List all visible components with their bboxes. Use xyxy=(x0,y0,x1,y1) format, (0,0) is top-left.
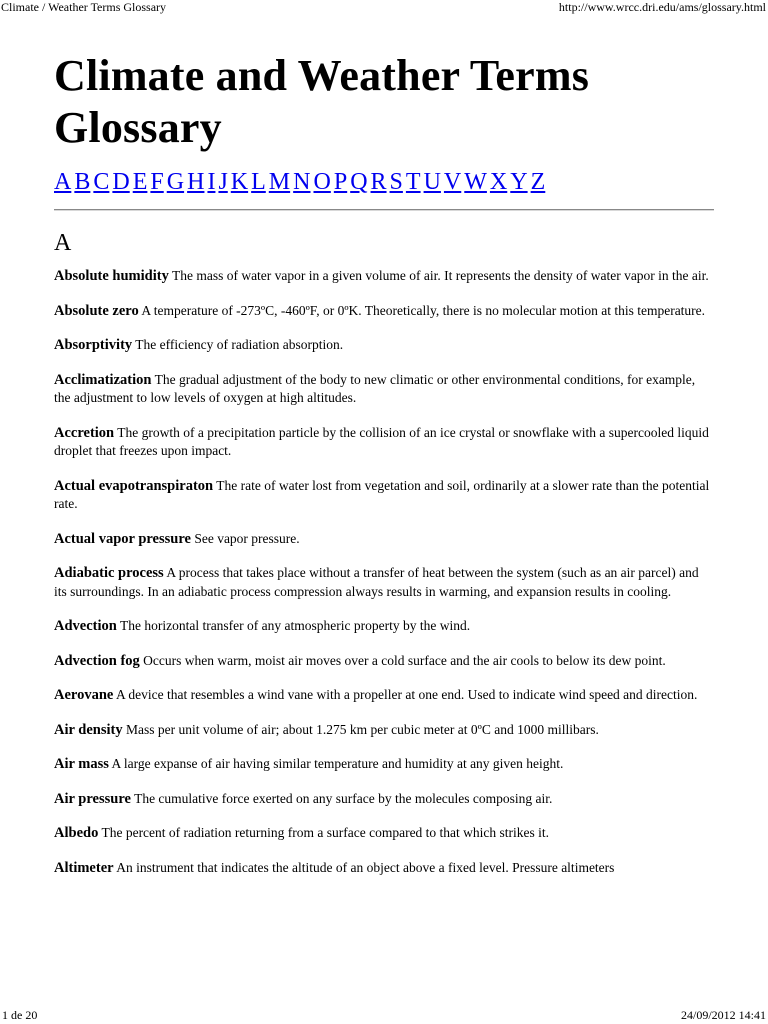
divider xyxy=(54,209,714,211)
glossary-term: Air pressure xyxy=(54,790,131,807)
glossary-entry xyxy=(54,530,714,549)
glossary-term: Advection xyxy=(54,618,117,634)
glossary-term: Adiabatic process xyxy=(54,565,164,581)
glossary-entry xyxy=(54,564,714,601)
alphabet-link-q[interactable]: Q xyxy=(350,169,368,195)
alphabet-link-g[interactable]: G xyxy=(166,169,185,195)
print-header-url: http://www.wrcc.dri.edu/ams/glossary.html xyxy=(558,0,766,14)
glossary-definition: Mass per unit volume of air; about 1.275 km per cubic meter at 0ºC and 1000 millibars. xyxy=(122,721,599,737)
glossary-definition: A process that takes place without a transfer of heat between the system (such as an air parcel) and its surroundings. In an adiabatic process compression always results in warming, and expansion results in cooling. xyxy=(54,565,699,599)
glossary-term: Acclimatization xyxy=(54,371,152,388)
print-footer xyxy=(0,1008,768,1024)
glossary-definition: The efficiency of radiation absorption. xyxy=(132,337,344,352)
glossary-term: Absolute zero xyxy=(54,302,139,319)
glossary-term: Actual evapotranspiraton xyxy=(54,477,214,494)
alphabet-link-a[interactable]: A xyxy=(54,169,72,195)
page-number: 1 de 20 xyxy=(2,1008,38,1022)
alphabet-link-c[interactable]: C xyxy=(93,169,110,195)
glossary-entry xyxy=(54,859,714,878)
print-header xyxy=(0,0,768,16)
glossary-entry xyxy=(54,790,714,809)
glossary-entry xyxy=(54,371,714,408)
glossary-definition: See vapor pressure. xyxy=(190,530,300,546)
glossary-entry xyxy=(54,652,714,671)
alphabet-link-f[interactable]: F xyxy=(150,169,164,195)
glossary-term: Absorptivity xyxy=(54,337,133,353)
glossary-definition: Occurs when warm, moist air moves over a cold surface and the air cools to below its dew point. xyxy=(139,652,666,668)
glossary-term: Advection fog xyxy=(54,652,140,669)
glossary-definition: A device that resembles a wind vane with a propeller at one end. Used to indicate wind speed and direction. xyxy=(113,687,698,702)
glossary-definition: The cumulative force exerted on any surface by the molecules composing air. xyxy=(130,790,553,806)
print-header-title: Climate / Weather Terms Glossary xyxy=(1,0,167,14)
alphabet-link-s[interactable]: S xyxy=(389,169,403,195)
glossary-term: Air mass xyxy=(54,756,109,772)
alphabet-link-e[interactable]: E xyxy=(132,169,148,195)
glossary-entry xyxy=(54,267,714,286)
alphabet-link-r[interactable]: R xyxy=(370,169,387,195)
glossary-term: Actual vapor pressure xyxy=(54,530,191,547)
print-datetime: 24/09/2012 14:41 xyxy=(680,1008,766,1022)
alphabet-link-u[interactable]: U xyxy=(423,169,441,195)
glossary-definition: A large expanse of air having similar temperature and humidity at any given height. xyxy=(108,756,564,771)
alphabet-link-v[interactable]: V xyxy=(443,169,462,195)
glossary-entry xyxy=(54,721,714,740)
glossary-entry xyxy=(54,755,714,774)
section-letter-heading: A xyxy=(54,230,72,256)
alphabet-link-x[interactable]: X xyxy=(489,169,508,195)
glossary-definition: The growth of a precipitation particle by the collision of an ice crystal or snowflake with a supercooled liquid droplet that freezes upon impact. xyxy=(54,424,709,458)
glossary-entry xyxy=(54,617,714,636)
glossary-term: Aerovane xyxy=(54,687,114,703)
glossary-term: Albedo xyxy=(54,825,99,841)
glossary-definition: The gradual adjustment of the body to new climatic or other environmental conditions, for example, the adjustment to low levels of oxygen at high altitudes. xyxy=(54,371,696,405)
glossary-entry xyxy=(54,424,714,461)
alphabet-link-t[interactable]: T xyxy=(405,169,421,195)
glossary-definition: The mass of water vapor in a given volume of air. It represents the density of water vapor in the air. xyxy=(168,268,709,283)
alphabet-link-z[interactable]: Z xyxy=(530,169,546,195)
alphabet-link-l[interactable]: L xyxy=(251,169,266,195)
glossary-entry xyxy=(54,824,714,843)
alphabet-link-n[interactable]: N xyxy=(293,169,311,195)
glossary-definition: A temperature of -273ºC, -460ºF, or 0ºK. Theoretically, there is no molecular motion at this temperature. xyxy=(138,302,706,318)
glossary-term: Altimeter xyxy=(54,859,114,876)
alphabet-link-h[interactable]: H xyxy=(187,169,205,195)
glossary-term: Air density xyxy=(54,721,123,738)
glossary-definition: The rate of water lost from vegetation and soil, ordinarily at a slower rate than the potential rate. xyxy=(54,477,710,511)
alphabet-link-m[interactable]: M xyxy=(268,169,291,195)
alphabet-link-o[interactable]: O xyxy=(313,169,331,195)
glossary-definition: The percent of radiation returning from a surface compared to that which strikes it. xyxy=(98,825,550,840)
glossary-entry xyxy=(54,336,714,355)
glossary-definition: An instrument that indicates the altitude of an object above a fixed level. Pressure altimeters xyxy=(113,859,615,875)
alphabet-link-k[interactable]: K xyxy=(230,169,249,195)
page-title: Climate and Weather Terms Glossary xyxy=(54,51,590,152)
glossary-entry xyxy=(54,477,714,514)
alphabet-link-w[interactable]: W xyxy=(464,169,487,195)
alphabet-link-y[interactable]: Y xyxy=(510,169,528,195)
alphabet-link-p[interactable]: P xyxy=(333,169,348,195)
glossary-term: Accretion xyxy=(54,424,115,441)
alphabet-link-i[interactable]: I xyxy=(207,169,216,195)
alphabet-link-j[interactable]: J xyxy=(218,169,228,195)
glossary-entry xyxy=(54,686,714,705)
main-content xyxy=(54,50,714,893)
alphabet-link-b[interactable]: B xyxy=(74,169,91,195)
alphabet-nav xyxy=(54,168,714,196)
glossary-entry xyxy=(54,302,714,321)
alphabet-link-d[interactable]: D xyxy=(112,169,130,195)
glossary-definition: The horizontal transfer of any atmospheric property by the wind. xyxy=(116,618,471,633)
glossary-term: Absolute humidity xyxy=(54,268,169,284)
glossary-entries xyxy=(54,267,714,877)
